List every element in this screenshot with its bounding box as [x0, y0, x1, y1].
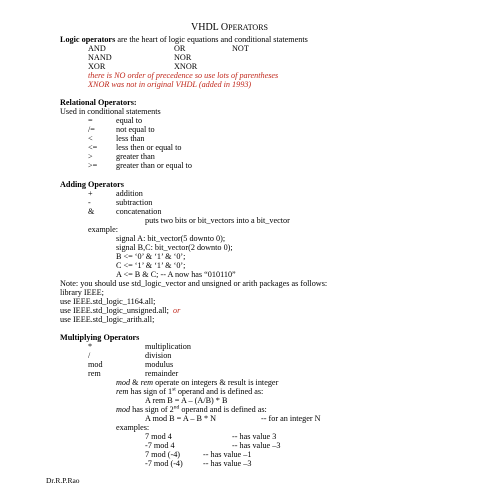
logic-op: NOR	[174, 53, 192, 62]
library-line: library IEEE;	[60, 288, 104, 297]
example-expr: 7 mod 4	[145, 432, 172, 441]
example-result: -- has value –3	[232, 441, 281, 450]
relational-desc: less than	[116, 134, 145, 143]
example-expr: 7 mod (-4)	[145, 450, 181, 459]
section-heading: Multiplying Operators	[60, 333, 140, 342]
library-line: use IEEE.std_logic_arith.all;	[60, 315, 155, 324]
example-result: -- has value –3	[203, 459, 252, 468]
example-label: example:	[88, 225, 119, 234]
rem-def: rem has sign of 1st operand and is defined as:	[116, 386, 264, 396]
logic-op: NAND	[88, 53, 112, 62]
examples-label: examples:	[116, 423, 150, 432]
relational-op: =	[88, 116, 93, 125]
mult-op: /	[88, 351, 91, 360]
library-line: use IEEE.std_logic_unsigned.all; or	[60, 306, 181, 315]
relational-desc: greater than	[116, 152, 155, 161]
relational-op: >	[88, 152, 93, 161]
mult-desc: multiplication	[145, 342, 191, 351]
logic-op: AND	[88, 44, 106, 53]
relational-desc: equal to	[116, 116, 143, 125]
section-heading: Relational Operators:	[60, 98, 137, 107]
relational-desc: greater than or equal to	[116, 161, 192, 170]
relational-op: <	[88, 134, 93, 143]
relational-op: <=	[88, 143, 98, 152]
logic-note: there is NO order of precedence so use lots of parentheses	[88, 71, 279, 80]
mult-op: *	[88, 342, 93, 351]
adding-op: -	[88, 198, 91, 207]
code-line: C <= ‘1’ & ‘1’ & ‘0’;	[116, 261, 186, 270]
relational-desc: not equal to	[116, 125, 155, 134]
relational-op: >=	[88, 161, 98, 170]
adding-op: &	[88, 207, 95, 216]
or-word: or	[173, 306, 181, 315]
mult-desc: modulus	[145, 360, 174, 369]
mult-desc: remainder	[145, 369, 179, 378]
logic-intro: Logic operators are the heart of logic equations and conditional statements	[60, 35, 308, 44]
mult-op: rem	[88, 369, 101, 378]
example-result: -- has value –1	[203, 450, 252, 459]
code-line: signal B,C: bit_vector(2 downto 0);	[116, 243, 233, 252]
section-heading: Adding Operators	[60, 180, 124, 189]
relational-desc: less then or equal to	[116, 143, 182, 152]
mult-op: mod	[88, 360, 103, 369]
rem-formula: A rem B = A – (A/B) * B	[145, 396, 228, 405]
adding-desc: subtraction	[116, 198, 153, 207]
adding-desc: concatenation	[116, 207, 162, 216]
relational-intro: Used in conditional statements	[60, 107, 161, 116]
example-result: -- has value 3	[232, 432, 277, 441]
code-line: A <= B & C; -- A now has “010110”	[116, 270, 236, 279]
logic-note: XNOR was not in original VHDL (added in 1993)	[88, 80, 252, 89]
logic-op: OR	[174, 44, 186, 53]
example-expr: -7 mod 4	[145, 441, 175, 450]
mod-def: mod has sign of 2nd operand and is defined as:	[116, 404, 267, 414]
code-line: signal A: bit_vector(5 downto 0);	[116, 234, 226, 243]
page-title: VHDL OPERATORS	[191, 22, 268, 33]
example-expr: -7 mod (-4)	[145, 459, 183, 468]
library-line: use IEEE.std_logic_1164.all;	[60, 297, 156, 306]
adding-op: +	[88, 189, 93, 198]
mult-desc: division	[145, 351, 172, 360]
relational-op: /=	[88, 125, 95, 134]
logic-op: XNOR	[174, 62, 198, 71]
concat-note: puts two bits or bit_vectors into a bit_vector	[145, 216, 290, 225]
code-line: B <= ‘0’ & ‘1’ & ‘0’;	[116, 252, 186, 261]
adding-desc: addition	[116, 189, 143, 198]
mod-formula: A mod B = A – B * N	[145, 414, 217, 423]
logic-op: NOT	[232, 44, 249, 53]
package-note: Note: you should use std_logic_vector and unsigned or arith packages as follows:	[60, 279, 328, 288]
author-footer: Dr.R.P.Rao	[46, 476, 80, 485]
mod-formula-note: -- for an integer N	[261, 414, 321, 423]
logic-op: XOR	[88, 62, 106, 71]
mod-rem-desc: mod & rem operate on integers & result is integer	[116, 378, 279, 387]
